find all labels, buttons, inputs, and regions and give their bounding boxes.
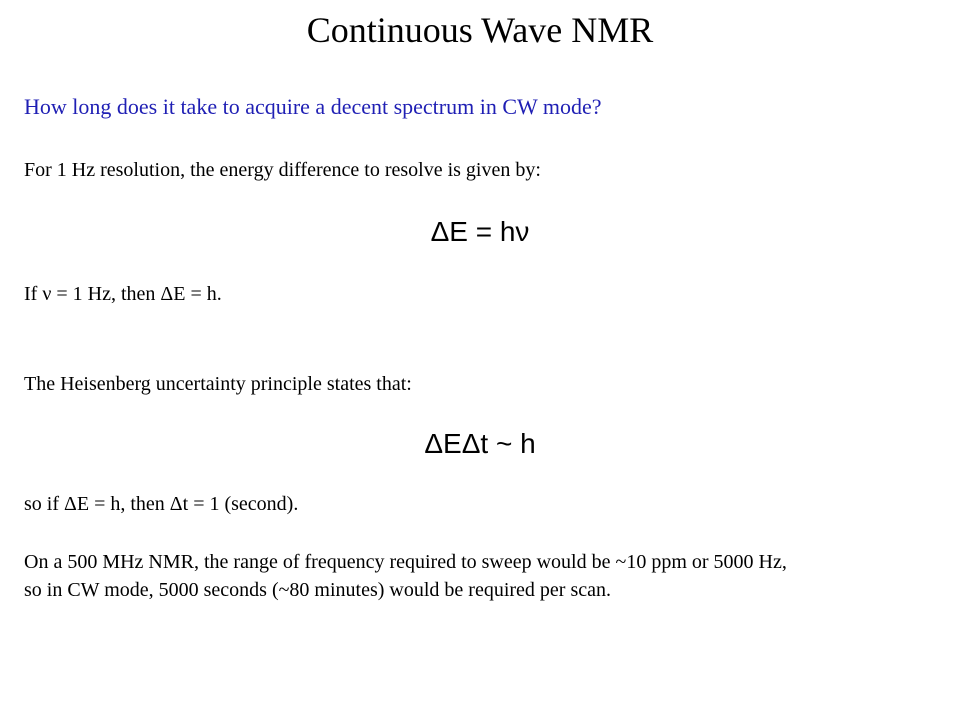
final-paragraph	[24, 548, 944, 604]
resolution-text: For 1 Hz resolution, the energy difference to resolve is given by:	[24, 159, 541, 181]
final-line-1: On a 500 MHz NMR, the range of frequency required to sweep would be ~10 ppm or 5000 Hz,	[24, 551, 787, 573]
heisenberg-text: The Heisenberg uncertainty principle states that:	[24, 373, 412, 395]
conclusion-text: so if ΔE = h, then Δt = 1 (second).	[24, 493, 299, 515]
final-line-2: so in CW mode, 5000 seconds (~80 minutes) would be required per scan.	[24, 579, 612, 601]
question-text: How long does it take to acquire a decent spectrum in CW mode?	[24, 94, 602, 119]
equation-uncertainty: ΔEΔt ~ h	[424, 428, 536, 459]
equation-energy: ΔE = hν	[430, 216, 530, 247]
slide-title: Continuous Wave NMR	[306, 10, 654, 50]
condition-text: If ν = 1 Hz, then ΔE = h.	[24, 283, 222, 305]
